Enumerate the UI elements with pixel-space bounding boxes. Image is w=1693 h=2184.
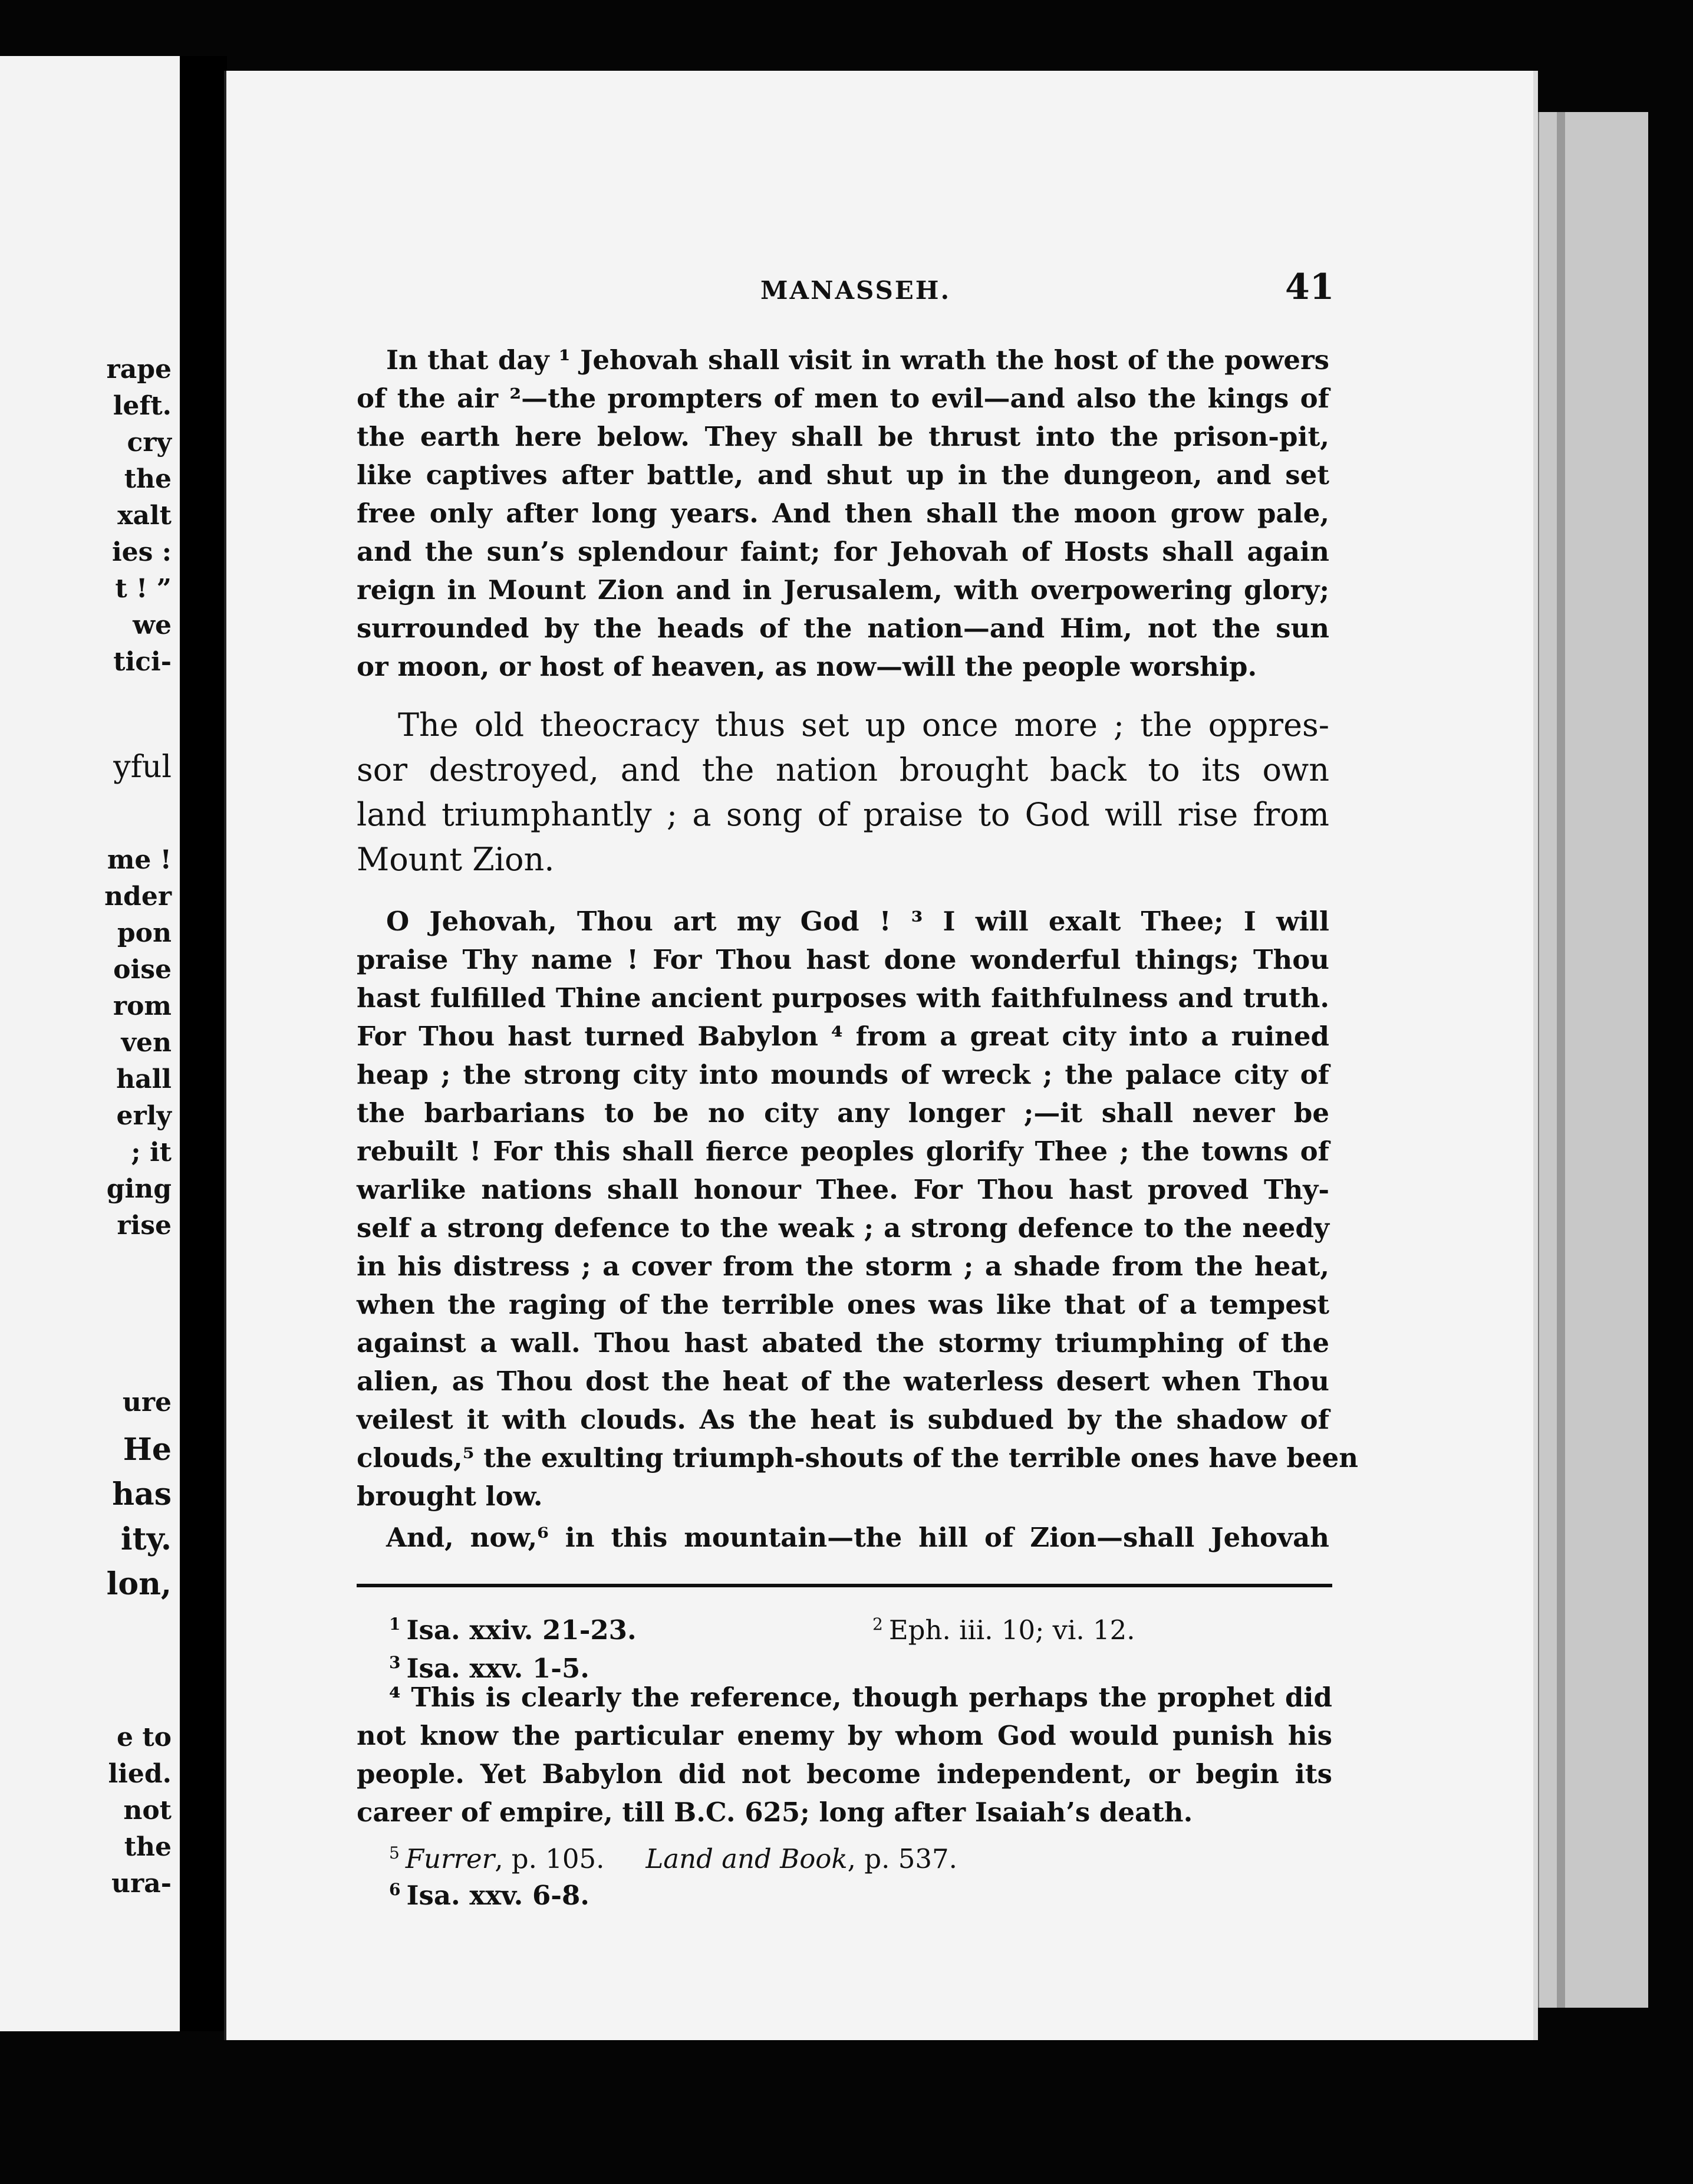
- footnote-mark: 6: [389, 1880, 401, 1899]
- footnote-mark: 3: [389, 1653, 401, 1672]
- prev-fragment: the: [124, 464, 172, 494]
- paragraph-song-of-praise: [357, 902, 1358, 1515]
- prev-fragment: yful: [113, 749, 172, 785]
- footnote-text: Eph. iii. 10; vi. 12.: [888, 1614, 1135, 1646]
- text-line: people. Yet Babylon did not become independent, or begin its: [357, 1758, 1332, 1790]
- paragraph-visitation: [357, 341, 1329, 686]
- prev-fragment: has: [112, 1476, 172, 1512]
- book-gutter: [180, 56, 227, 2031]
- text-line: not know the particular enemy by whom God would punish his: [357, 1720, 1332, 1751]
- text-line: In that day ¹ Jehovah shall visit in wrath the host of the powers: [386, 344, 1329, 376]
- running-head: MANASSEH.: [760, 276, 951, 305]
- prev-fragment: ven: [121, 1028, 172, 1058]
- text-line: The old theocracy thus set up once more ; the oppres-: [398, 706, 1329, 744]
- text-line: And, now,⁶ in this mountain—the hill of Zion—shall Jehovah: [386, 1522, 1329, 1553]
- text-line: ⁴ This is clearly the reference, though perhaps the prophet did: [389, 1682, 1332, 1713]
- prev-fragment: cry: [127, 427, 172, 458]
- text-line: clouds,⁵ the exulting triumph-shouts of the terrible ones have been: [357, 1442, 1358, 1473]
- text-line: O Jehovah, Thou art my God ! ³ I will exalt Thee; I will: [386, 906, 1329, 937]
- prev-fragment: not: [123, 1795, 172, 1826]
- page-edge-line: [1557, 112, 1565, 2008]
- text-line: land triumphantly ; a song of praise to God will rise from: [357, 796, 1329, 833]
- text-line: brought low.: [357, 1481, 543, 1512]
- page-number: 41: [1285, 267, 1335, 308]
- prev-fragment: e to: [117, 1722, 172, 1752]
- text-line: veilest it with clouds. As the heat is subdued by the shadow of: [357, 1404, 1329, 1435]
- prev-fragment: xalt: [117, 501, 172, 531]
- prev-fragment: nder: [104, 882, 172, 912]
- footnote-4: [357, 1678, 1332, 1831]
- paragraph-theocracy: [357, 703, 1329, 882]
- text-line: the barbarians to be no city any longer ;—it shall never be: [357, 1097, 1329, 1129]
- footnote-6: [389, 1870, 589, 1915]
- text-line: in his distress ; a cover from the storm ; a shade from the heat,: [357, 1251, 1329, 1282]
- prev-fragment: me !: [107, 845, 172, 875]
- text-line: warlike nations shall honour Thee. For Thou hast proved Thy-: [357, 1174, 1329, 1205]
- prev-fragment: rape: [106, 354, 172, 384]
- footnote-mark: 1: [389, 1614, 401, 1634]
- text-line: when the raging of the terrible ones was like that of a tempest: [357, 1289, 1329, 1320]
- footnote-2: [872, 1605, 1135, 1649]
- prev-fragment: t ! ”: [115, 574, 172, 604]
- footnote-page: , p. 537.: [847, 1843, 957, 1874]
- footnote-rule: [357, 1584, 1332, 1587]
- footnote-mark: 5: [389, 1843, 400, 1863]
- prev-fragment: left.: [113, 391, 172, 421]
- prev-fragment: ity.: [120, 1521, 172, 1557]
- text-line: surrounded by the heads of the nation—and Him, not the sun: [357, 613, 1329, 644]
- footnote-text: Isa. xxv. 6-8.: [406, 1880, 589, 1911]
- prev-fragment: tici-: [113, 647, 172, 677]
- text-line: the earth here below. They shall be thrust into the prison-pit,: [357, 421, 1329, 452]
- prev-fragment: ies :: [111, 537, 172, 567]
- footnote-mark: 2: [872, 1614, 883, 1634]
- text-line: For Thou hast turned Babylon ⁴ from a great city into a ruined: [357, 1021, 1329, 1052]
- text-line: Mount Zion.: [357, 841, 555, 878]
- text-line: and the sun’s splendour faint; for Jehovah of Hosts shall again: [357, 536, 1329, 567]
- prev-fragment: erly: [116, 1101, 172, 1131]
- prev-fragment: rise: [117, 1211, 172, 1241]
- prev-fragment: ure: [122, 1387, 172, 1417]
- text-line: like captives after battle, and shut up in the dungeon, and set: [357, 459, 1329, 491]
- footnote-text: Isa. xxiv. 21-23.: [406, 1614, 637, 1646]
- text-line: praise Thy name ! For Thou hast done wonderful things; Thou: [357, 944, 1329, 975]
- prev-fragment: oise: [113, 955, 172, 985]
- text-line: alien, as Thou dost the heat of the waterless desert when Thou: [357, 1366, 1329, 1397]
- footnote-text: Isa. xxv. 1-5.: [406, 1653, 589, 1684]
- prev-fragment: rom: [113, 991, 172, 1021]
- prev-fragment: ging: [106, 1174, 172, 1204]
- text-line: free only after long years. And then shall the moon grow pale,: [357, 498, 1329, 529]
- footnote-1: [389, 1605, 637, 1649]
- text-line: self a strong defence to the weak ; a strong defence to the needy: [357, 1212, 1329, 1244]
- prev-fragment: the: [124, 1832, 172, 1862]
- prev-fragment: hall: [116, 1064, 172, 1094]
- text-line: or moon, or host of heaven, as now—will the people worship.: [357, 651, 1257, 682]
- footnote-page: , p. 105.: [495, 1843, 605, 1874]
- prev-fragment: ura-: [111, 1869, 172, 1899]
- text-line: of the air ²—the prompters of men to evil—and also the kings of: [357, 383, 1329, 414]
- text-line: career of empire, till B.C. 625; long after Isaiah’s death.: [357, 1797, 1193, 1828]
- prev-fragment: ; it: [131, 1137, 172, 1167]
- prev-fragment: lied.: [108, 1759, 172, 1789]
- page-stack-edge: [1536, 112, 1648, 2008]
- text-line: sor destroyed, and the nation brought back to its own: [357, 751, 1329, 788]
- prev-fragment: we: [133, 610, 172, 640]
- text-line: heap ; the strong city into mounds of wreck ; the palace city of: [357, 1059, 1329, 1090]
- footnote-source: Furrer: [405, 1843, 495, 1874]
- prev-fragment: lon,: [106, 1566, 172, 1602]
- text-line: reign in Mount Zion and in Jerusalem, with overpowering glory;: [357, 574, 1329, 606]
- paragraph-mountain: [357, 1518, 1329, 1557]
- previous-page-edge: [0, 56, 180, 2031]
- prev-fragment: He: [123, 1432, 172, 1468]
- text-line: against a wall. Thou hast abated the stormy triumphing of the: [357, 1327, 1329, 1359]
- text-line: rebuilt ! For this shall fierce peoples glorify Thee ; the towns of: [357, 1136, 1329, 1167]
- text-line: hast fulfilled Thine ancient purposes with faithfulness and truth.: [357, 982, 1329, 1014]
- footnote-source: Land and Book: [645, 1843, 848, 1874]
- prev-fragment: pon: [117, 918, 172, 948]
